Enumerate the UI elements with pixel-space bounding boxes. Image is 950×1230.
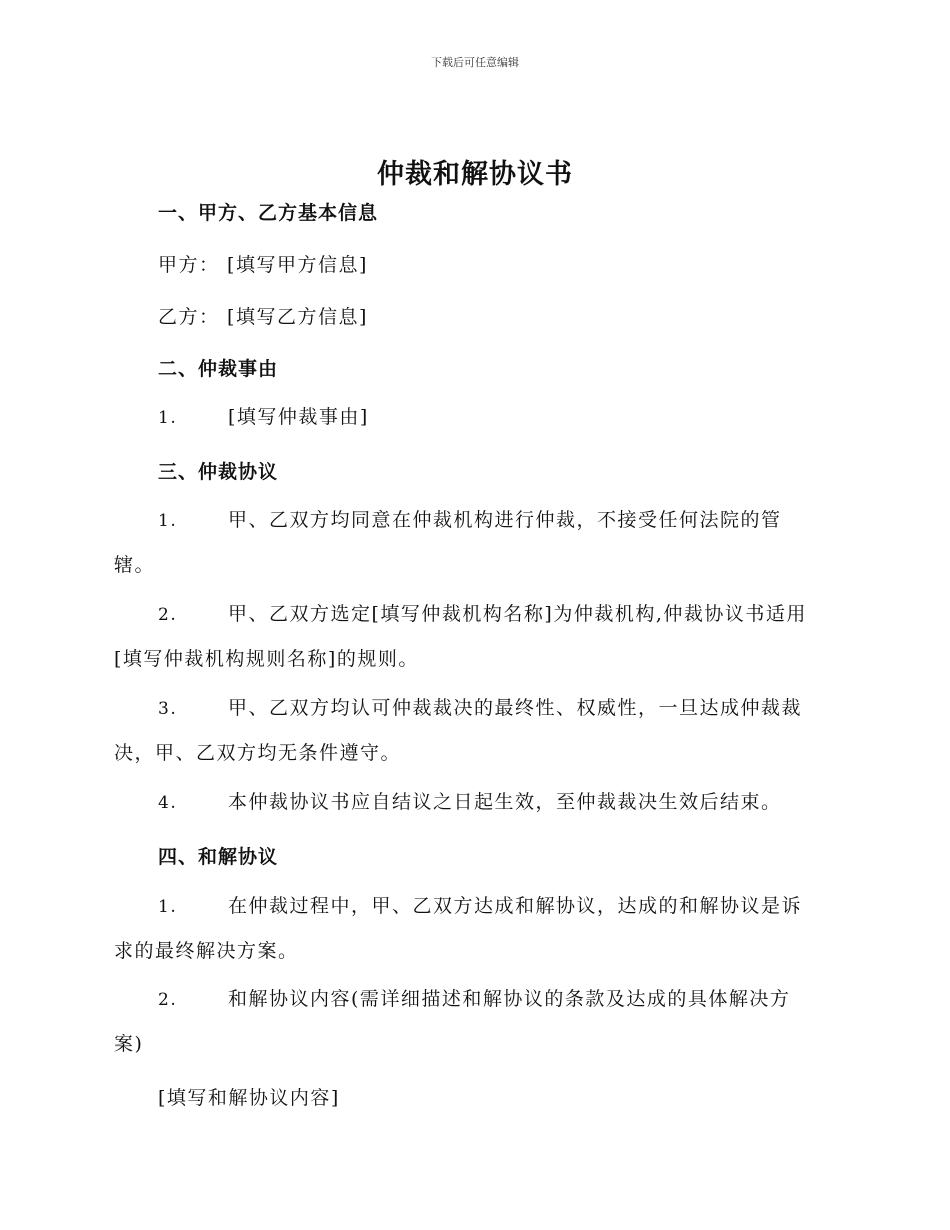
item-text-continued: [填写仲裁机构规则名称]的规则。 [114, 648, 419, 670]
item-text: [填写仲裁事由] [228, 406, 369, 428]
item-text-continued: 案) [114, 1033, 144, 1055]
item-text: 和解协议内容(需详细描述和解协议的条款及达成的具体解决方 [228, 988, 791, 1010]
item-text: 甲、乙双方选定[填写仲裁机构名称]为仲裁机构,仲裁协议书适用 [228, 603, 807, 625]
item-number: 3. [158, 699, 178, 719]
item-number: 2. [158, 990, 178, 1010]
item-number: 2. [158, 605, 178, 625]
list-item [114, 686, 834, 776]
item-text-continued: 决，甲、乙双方均无条件遵守。 [114, 742, 402, 764]
party-b-line: 乙方： [填写乙方信息] [158, 306, 368, 328]
item-number: 1. [158, 408, 178, 428]
header-note: 下载后可任意编辑 [431, 56, 519, 69]
item-number: 1. [158, 511, 178, 531]
list-item [114, 780, 834, 825]
list-item [114, 498, 834, 588]
item-text: 甲、乙双方均同意在仲裁机构进行仲裁，不接受任何法院的管 [228, 509, 782, 531]
section-heading-settlement-agreement: 四、和解协议 [158, 846, 279, 868]
section-heading-basic-info: 一、甲方、乙方基本信息 [158, 202, 379, 224]
section-heading-arbitration-reason: 二、仲裁事由 [158, 358, 279, 380]
item-text: 甲、乙双方均认可仲裁裁决的最终性、权威性，一旦达成仲裁裁 [228, 697, 803, 719]
list-item [114, 395, 834, 440]
list-item [114, 592, 834, 682]
list-item [114, 977, 834, 1067]
item-text-continued: 辖。 [114, 554, 156, 576]
section-heading-arbitration-agreement: 三、仲裁协议 [158, 461, 279, 483]
document-title: 仲裁和解协议书 [377, 159, 573, 190]
list-item [114, 884, 834, 974]
item-text: 本仲裁协议书应自结议之日起生效，至仲裁裁决生效后结束。 [228, 791, 782, 813]
settlement-content-placeholder: [填写和解协议内容] [158, 1087, 340, 1109]
item-number: 4. [158, 793, 178, 813]
item-text-continued: 求的最终解决方案。 [114, 940, 299, 962]
item-number: 1. [158, 897, 178, 917]
item-text: 在仲裁过程中，甲、乙双方达成和解协议，达成的和解协议是诉 [228, 895, 803, 917]
party-a-line: 甲方： [填写甲方信息] [158, 254, 368, 276]
